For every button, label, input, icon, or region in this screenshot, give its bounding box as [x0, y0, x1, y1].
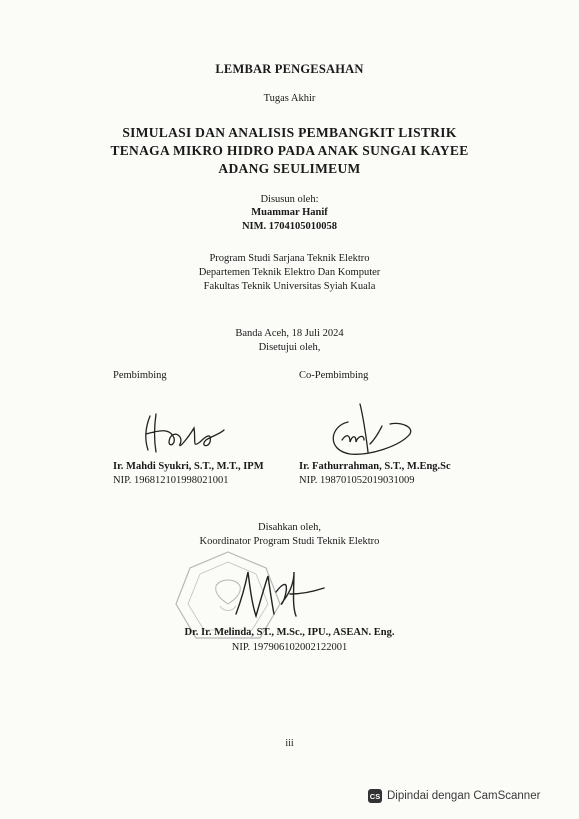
- approved-label: Disetujui oleh,: [258, 342, 321, 353]
- co-supervisor-name: Ir. Fathurrahman, S.T., M.Eng.Sc: [299, 461, 451, 472]
- camscanner-watermark: [368, 789, 540, 803]
- coordinator-nip: NIP. 197906102002122001: [231, 642, 348, 653]
- institution-line-1: Program Studi Sarjana Teknik Elektro: [209, 253, 370, 264]
- supervisor-signature: [140, 408, 230, 458]
- coordinator-name: Dr. Ir. Melinda, ST., M.Sc., IPU., ASEAN. Eng.: [184, 627, 395, 638]
- thesis-title-line-1: SIMULASI DAN ANALISIS PEMBANGKIT LISTRIK: [122, 125, 457, 140]
- place-date: Banda Aceh, 18 Juli 2024: [235, 328, 344, 339]
- institution-line-3: Fakultas Teknik Universitas Syiah Kuala: [203, 281, 376, 292]
- supervisor-name: Ir. Mahdi Syukri, S.T., M.T., IPM: [113, 461, 264, 472]
- author-nim: NIM. 1704105010058: [241, 221, 338, 232]
- co-supervisor-role: Co-Pembimbing: [299, 370, 369, 381]
- coordinator-signature: [228, 558, 328, 626]
- camscanner-logo-icon: CS: [368, 789, 382, 803]
- thesis-title-line-2: TENAGA MIKRO HIDRO PADA ANAK SUNGAI KAYEE: [110, 143, 469, 158]
- supervisor-role: Pembimbing: [113, 370, 167, 381]
- page-heading: LEMBAR PENGESAHAN: [215, 62, 364, 76]
- institution-line-2: Departemen Teknik Elektro Dan Komputer: [198, 267, 381, 278]
- coordinator-role: Koordinator Program Studi Teknik Elektro: [199, 536, 380, 547]
- thesis-title-line-3: ADANG SEULIMEUM: [218, 161, 361, 176]
- supervisor-nip: NIP. 196812101998021001: [113, 475, 229, 486]
- co-supervisor-nip: NIP. 198701052019031009: [299, 475, 415, 486]
- camscanner-text: Dipindai dengan CamScanner: [387, 790, 541, 802]
- co-supervisor-signature: [320, 400, 420, 462]
- author-label: Disusun oleh:: [260, 194, 319, 205]
- author-name: Muammar Hanif: [251, 207, 328, 218]
- page-number: iii: [285, 738, 294, 749]
- document-type: Tugas Akhir: [263, 93, 316, 104]
- ratified-label: Disahkan oleh,: [258, 522, 321, 533]
